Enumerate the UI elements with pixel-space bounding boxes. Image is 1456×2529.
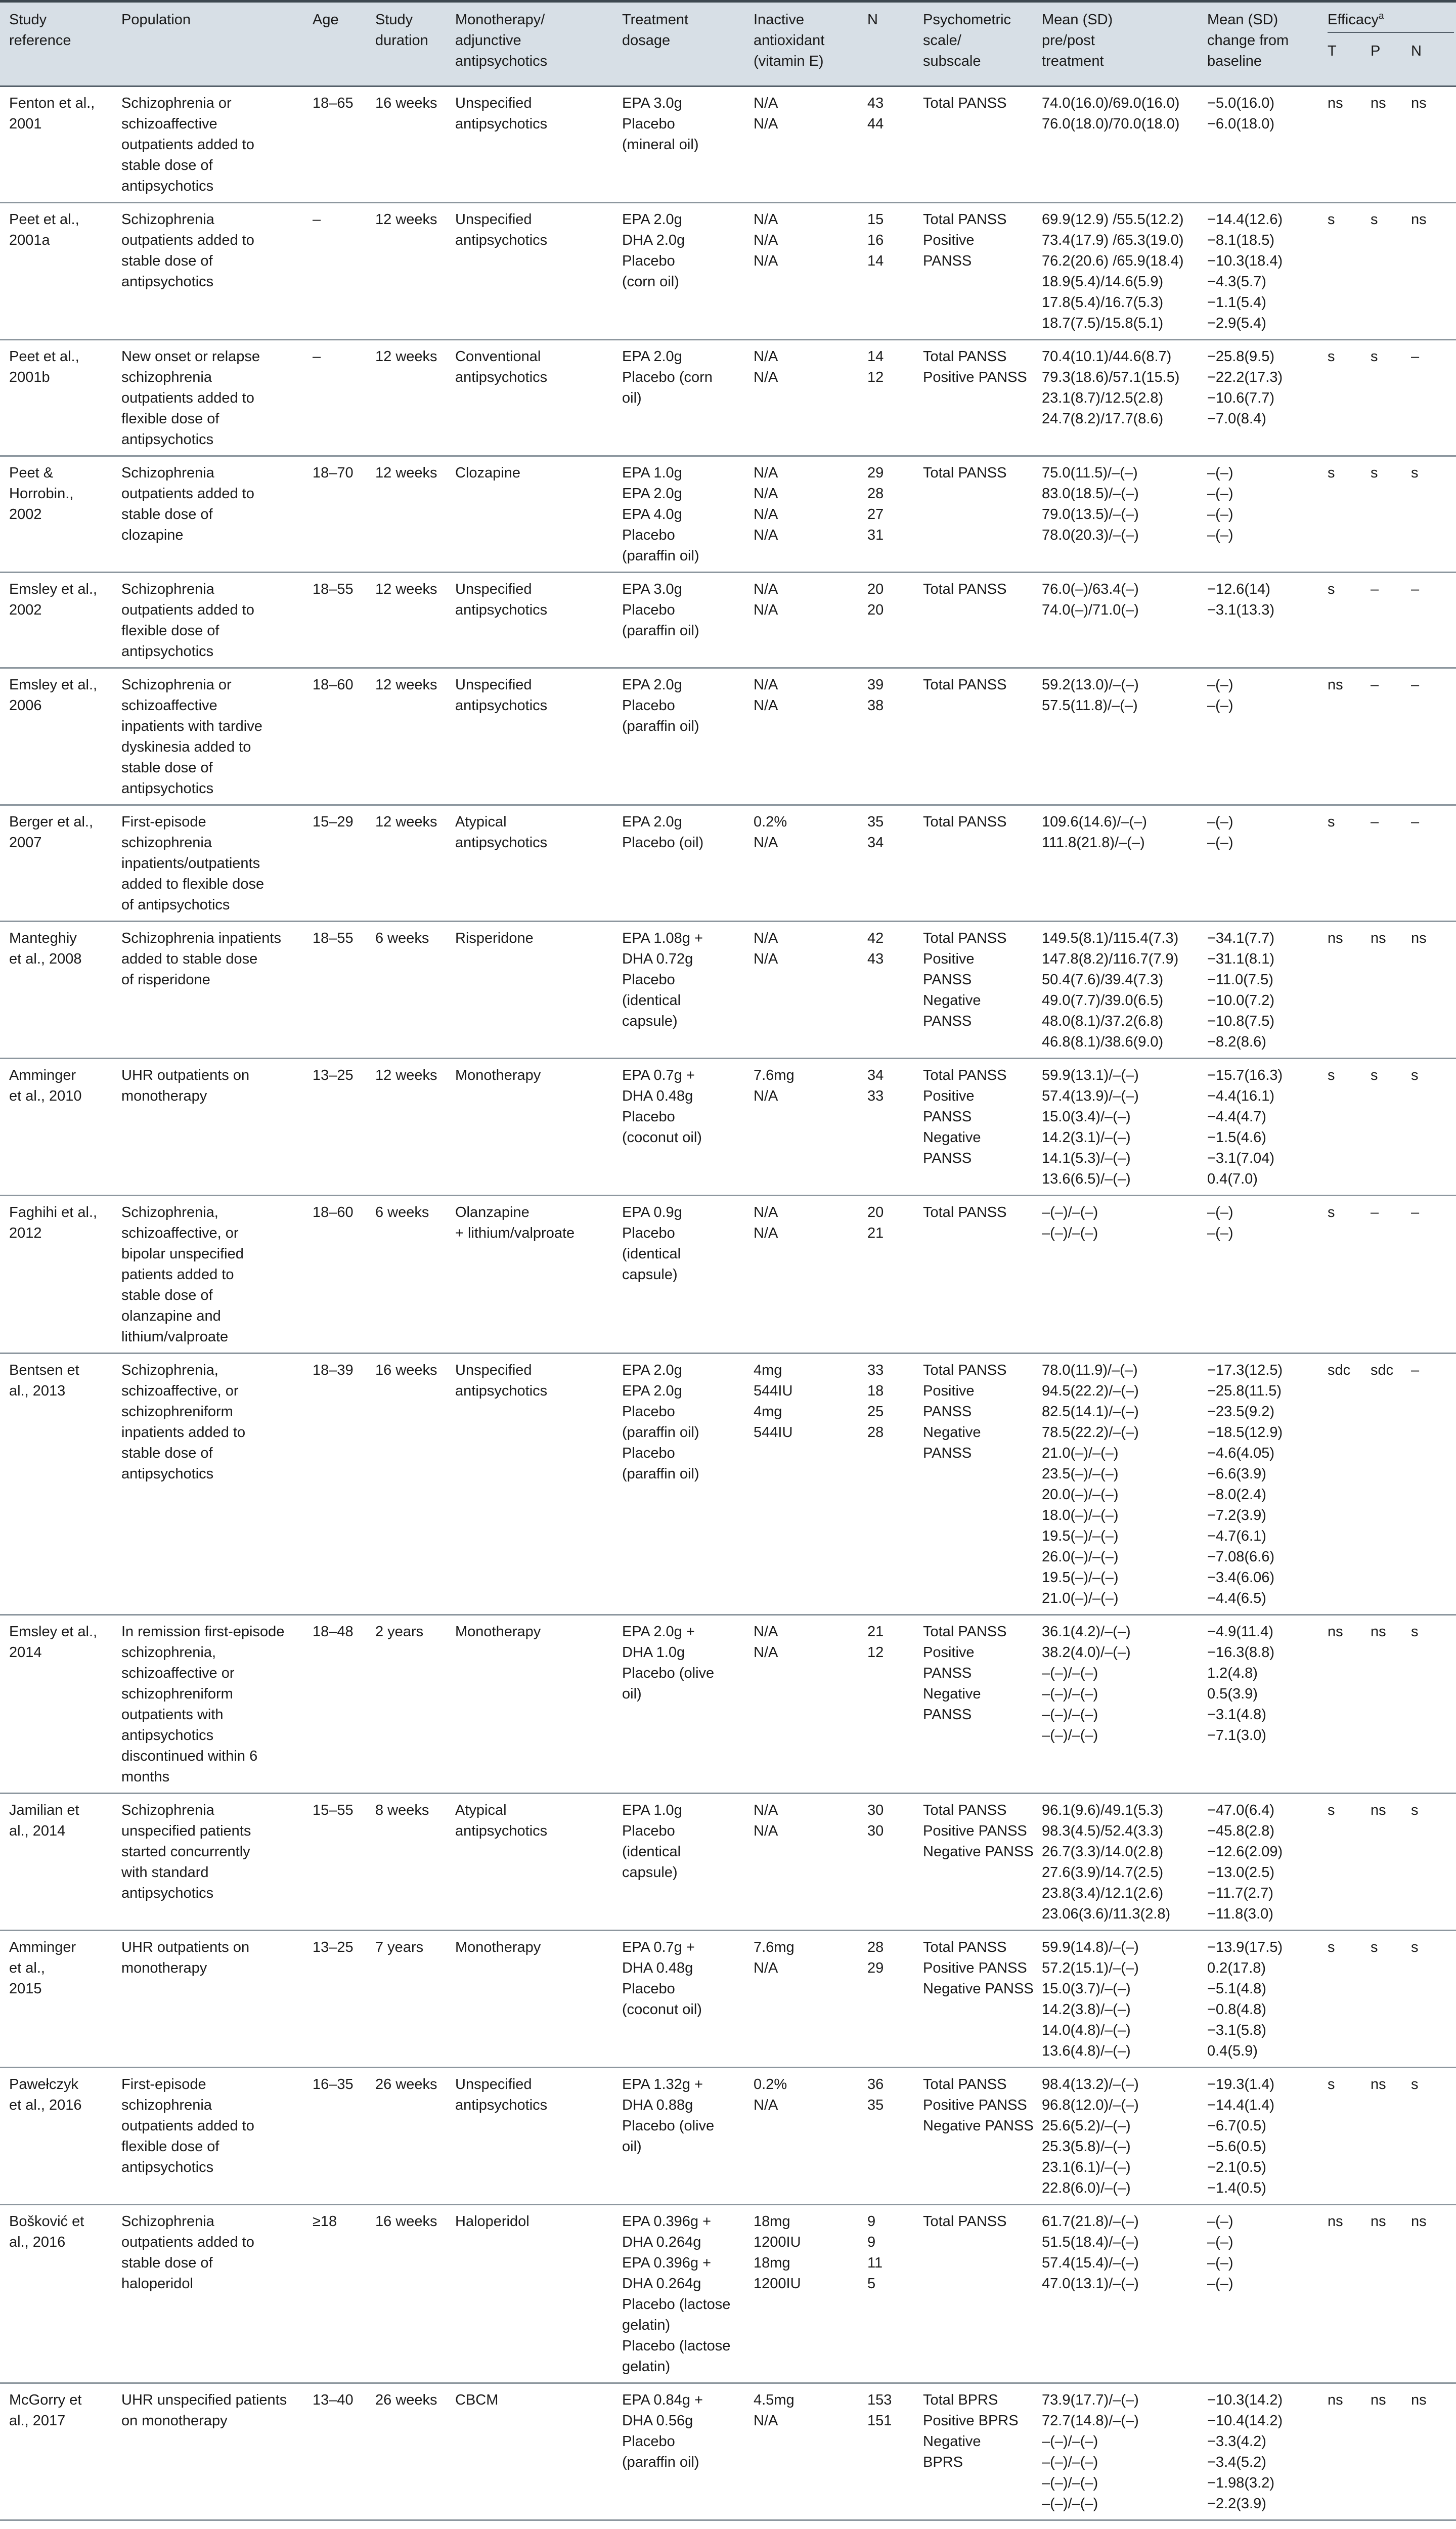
cell-p: – [1371,1204,1379,1220]
table-row [0,457,1456,573]
cell-mono: Olanzapine + lithium/valproate [455,1204,575,1241]
cell-population: Schizophrenia outpatients added to stable dose of clozapine [121,465,254,543]
cell-inactive: 18mg 1200IU 18mg 1200IU [754,2213,801,2292]
table-row [0,2521,1456,2529]
cell-p: – [1371,677,1379,693]
cell-age: 18–39 [313,1362,354,1378]
cell-mono: Monotherapy [455,1624,541,1640]
cell-p: ns [1371,1624,1386,1640]
cell-study: Pawełczyk et al., 2016 [9,2076,82,2113]
cell-t: s [1328,814,1335,830]
table-row [0,1354,1456,1616]
cell-inactive: N/A N/A [754,348,778,385]
cell-dosage: EPA 0.84g + DHA 0.56g Placebo (paraffin oil) [622,2392,703,2470]
cell-dosage: EPA 0.9g Placebo (identical capsule) [622,1204,682,1283]
cell-study: Jamilian et al., 2014 [9,1802,79,1839]
cell-scale: Total PANSS [923,677,1007,693]
cell-n: 9 9 11 5 [867,2213,883,2292]
cell-inactive: N/A N/A [754,1204,778,1241]
cell-study: Bentsen et al., 2013 [9,1362,79,1399]
cell-mono: Unspecified antipsychotics [455,211,548,248]
cell-inactive: 7.6mg N/A [754,1939,795,1976]
cell-age: 18–70 [313,465,354,481]
cell-dosage: EPA 1.0g Placebo (identical capsule) [622,1802,682,1881]
cell-study: Berger et al., 2007 [9,814,94,851]
cell-n: 43 44 [867,95,884,132]
cell-age [313,2527,354,2529]
cell-age: 15–29 [313,814,354,830]
cell-duration: 8 weeks [375,1802,429,1818]
cell-population: Schizophrenia or schizoaffective outpatients added to stable dose of antipsychotics [121,95,254,194]
cell-en: – [1411,1362,1420,1378]
header-efficacy-footnote: a [1379,11,1384,22]
cell-scale: Total PANSS Positive PANSS Negative PANSS [923,1067,1007,1166]
cell-age: 18–65 [313,95,354,111]
table-row [0,1616,1456,1794]
header-scale: Psychometric scale/ subscale [923,12,1011,69]
cell-meanchange [1207,2527,1233,2529]
header-efficacy-n: N [1411,43,1422,59]
cell-scale: Total PANSS [923,814,1007,830]
cell-dosage: EPA 2.0g Placebo (paraffin oil) [622,677,699,734]
cell-n: 21 12 [867,1624,884,1661]
cell-mono: Haloperidol [455,2213,530,2230]
cell-population [121,2527,281,2529]
cell-scale: Total BPRS Positive BPRS Negative BPRS [923,2392,1019,2470]
cell-study: Faghihi et al., 2012 [9,1204,98,1241]
cell-population: UHR unspecified patients on monotherapy [121,2392,287,2429]
table-row [0,2068,1456,2205]
cell-inactive: 7.6mg N/A [754,1067,795,1104]
cell-meanchange: −13.9(17.5) 0.2(17.8) −5.1(4.8) −0.8(4.8) −3.1(5.8) 0.4(5.9) [1207,1939,1283,2059]
cell-meanchange: –(–) –(–) [1207,814,1233,851]
cell-meanpp: 149.5(8.1)/115.4(7.3) 147.8(8.2)/116.7(7.9) 50.4(7.6)/39.4(7.3) 49.0(7.7)/39.0(6.5) 48.0(8.1)/37.2(6.8) 46.8(8.1)/38.6(9.0) [1042,930,1179,1050]
cell-population: Schizophrenia, schizoaffective, or bipolar unspecified patients added to stable dose of olanzapine and lithium/valproate [121,1204,244,1345]
cell-n: 20 21 [867,1204,884,1241]
cell-duration: 12 weeks [375,465,437,481]
cell-population: Schizophrenia or schizoaffective inpatients with tardive dyskinesia added to stable dose of antipsychotics [121,677,262,797]
cell-t: ns [1328,930,1343,946]
cell-mono: Unspecified antipsychotics [455,95,548,132]
cell-mono: Unspecified antipsychotics [455,581,548,618]
header-mean-change: Mean (SD) change from baseline [1207,12,1289,69]
cell-meanpp: 74.0(16.0)/69.0(16.0) 76.0(18.0)/70.0(18.0) [1042,95,1180,132]
table-row [0,573,1456,669]
cell-age: ≥18 [313,2213,337,2230]
cell-study: Manteghiy et al., 2008 [9,930,82,967]
cell-meanchange: −10.3(14.2) −10.4(14.2) −3.3(4.2) −3.4(5.2) −1.98(3.2) −2.2(3.9) [1207,2392,1283,2512]
cell-n: 20 20 [867,581,884,618]
cell-duration: 12 weeks [375,348,437,365]
cell-inactive: N/A N/A [754,1802,778,1839]
cell-p [1371,2527,1379,2529]
cell-en: s [1411,1624,1419,1640]
cell-t: s [1328,348,1335,365]
cell-age: 13–25 [313,1067,354,1083]
cell-inactive [754,2527,778,2529]
table-row [0,87,1456,203]
cell-inactive: 0.2% N/A [754,2076,787,2113]
cell-mono: Monotherapy [455,1067,541,1083]
cell-population: Schizophrenia, schizoaffective, or schizophreniform inpatients added to stable dose of antipsychotics [121,1362,246,1482]
cell-en: s [1411,1939,1419,1955]
cell-age: – [313,348,321,365]
cell-en: ns [1411,211,1427,228]
table-row [0,1931,1456,2068]
cell-dosage: EPA 1.32g + DHA 0.88g Placebo (olive oil) [622,2076,715,2155]
cell-dosage [622,2527,703,2529]
cell-en: – [1411,1204,1420,1220]
cell-meanpp: –(–)/–(–) –(–)/–(–) [1042,1204,1098,1241]
cell-n: 14 12 [867,348,884,385]
cell-n [867,2527,884,2529]
cell-age: – [313,211,321,228]
table-body [0,87,1456,2529]
cell-mono: Monotherapy [455,1939,541,1955]
table-row [0,340,1456,457]
header-population: Population [121,12,191,28]
cell-duration: 16 weeks [375,1362,437,1378]
cell-t: s [1328,1802,1335,1818]
cell-inactive: N/A N/A N/A N/A [754,465,778,543]
cell-inactive: 0.2% N/A [754,814,787,851]
cell-p: s [1371,211,1378,228]
cell-study: Peet et al., 2001b [9,348,79,385]
cell-p: ns [1371,930,1386,946]
cell-meanpp: 76.0(–)/63.4(–) 74.0(–)/71.0(–) [1042,581,1139,618]
cell-mono [455,2527,549,2529]
cell-inactive: 4mg 544IU 4mg 544IU [754,1362,793,1441]
cell-dosage: EPA 2.0g DHA 2.0g Placebo (corn oil) [622,211,685,290]
cell-p: ns [1371,2076,1386,2092]
cell-duration: 16 weeks [375,95,437,111]
cell-n: 35 34 [867,814,884,851]
cell-population: UHR outpatients on monotherapy [121,1939,250,1976]
cell-n: 153 151 [867,2392,892,2429]
cell-dosage: EPA 2.0g Placebo (corn oil) [622,348,713,406]
cell-p: – [1371,581,1379,597]
cell-t: s [1328,581,1335,597]
cell-age: 18–60 [313,677,354,693]
cell-duration: 12 weeks [375,211,437,228]
header-efficacy-t: T [1328,43,1337,59]
cell-age: 18–60 [313,1204,354,1220]
cell-p: s [1371,348,1378,365]
efficacy-divider [1328,32,1454,33]
cell-meanpp: 98.4(13.2)/–(–) 96.8(12.0)/–(–) 25.6(5.2)/–(–) 25.3(5.8)/–(–) 23.1(6.1)/–(–) 22.8(6.0)/–(–) [1042,2076,1139,2196]
cell-t: s [1328,1067,1335,1083]
cell-n: 39 38 [867,677,884,714]
cell-study: Amminger et al., 2015 [9,1939,76,1997]
cell-meanpp: 59.9(14.8)/–(–) 57.2(15.1)/–(–) 15.0(3.7)/–(–) 14.2(3.8)/–(–) 14.0(4.8)/–(–) 13.6(4.8)/–(–) [1042,1939,1139,2059]
cell-en: s [1411,1802,1419,1818]
cell-inactive: N/A N/A [754,95,778,132]
cell-meanchange: −15.7(16.3) −4.4(16.1) −4.4(4.7) −1.5(4.6) −3.1(7.04) 0.4(7.0) [1207,1067,1283,1187]
cell-duration [375,2527,429,2529]
cell-scale: Total PANSS [923,2213,1007,2230]
cell-age: 16–35 [313,2076,354,2092]
cell-en: – [1411,814,1420,830]
cell-duration: 6 weeks [375,1204,429,1220]
cell-duration: 26 weeks [375,2392,437,2408]
cell-en: ns [1411,2392,1427,2408]
header-efficacy-label: Efficacy [1328,12,1379,28]
cell-duration: 12 weeks [375,814,437,830]
cell-n: 34 33 [867,1067,884,1104]
cell-meanchange: –(–) –(–) –(–) –(–) [1207,2213,1233,2292]
table-row [0,669,1456,806]
header-age: Age [313,12,339,28]
cell-meanpp: 75.0(11.5)/–(–) 83.0(18.5)/–(–) 79.0(13.5)/–(–) 78.0(20.3)/–(–) [1042,465,1139,543]
cell-meanpp: 78.0(11.9)/–(–) 94.5(22.2)/–(–) 82.5(14.1)/–(–) 78.5(22.2)/–(–) 21.0(–)/–(–) 23.5(–)/–(–) 20.0(–)/–(–) 18.0(–)/–(–) 19.5(–)/–(–) 26.0(–)/–(–) 19.5(–)/–(–) 21.0(–)/–(–) [1042,1362,1139,1606]
cell-n: 30 30 [867,1802,884,1839]
cell-en: – [1411,348,1420,365]
cell-meanchange: –(–) –(–) [1207,677,1233,714]
cell-age: 18–55 [313,581,354,597]
cell-meanchange: −25.8(9.5) −22.2(17.3) −10.6(7.7) −7.0(8.4) [1207,348,1283,427]
cell-scale: Total PANSS [923,95,1007,111]
cell-duration: 2 years [375,1624,424,1640]
cell-scale: Total PANSS Positive PANSS Negative PANSS [923,930,1007,1029]
cell-dosage: EPA 3.0g Placebo (paraffin oil) [622,581,699,639]
cell-duration: 12 weeks [375,1067,437,1083]
cell-mono: Unspecified antipsychotics [455,677,548,714]
cell-inactive: N/A N/A [754,581,778,618]
cell-study: Emsley et al., 2006 [9,677,98,714]
cell-dosage: EPA 3.0g Placebo (mineral oil) [622,95,699,153]
cell-age: 13–25 [313,1939,354,1955]
cell-t: ns [1328,95,1343,111]
cell-study: Peet & Horrobin., 2002 [9,465,74,522]
cell-en: s [1411,2076,1419,2092]
cell-meanpp: 59.2(13.0)/–(–) 57.5(11.8)/–(–) [1042,677,1139,714]
cell-p: ns [1371,2392,1386,2408]
cell-t: s [1328,1939,1335,1955]
header-efficacy [1328,10,1384,30]
cell-duration: 12 weeks [375,581,437,597]
cell-population: Schizophrenia inpatients added to stable dose of risperidone [121,930,281,988]
cell-meanpp: 59.9(13.1)/–(–) 57.4(13.9)/–(–) 15.0(3.4)/–(–) 14.2(3.1)/–(–) 14.1(5.3)/–(–) 13.6(6.5)/–(–) [1042,1067,1139,1187]
cell-p: sdc [1371,1362,1394,1378]
cell-en: – [1411,677,1420,693]
table-row [0,922,1456,1059]
cell-inactive: N/A N/A N/A [754,211,778,269]
cell-scale: Total PANSS Positive PANSS Negative PANSS [923,1362,1007,1461]
cell-population: In remission first-episode schizophrenia, schizoaffective or schizophreniform outpatients with antipsychotics discontinued within 6 months [121,1624,285,1785]
cell-scale: Total PANSS Positive PANSS [923,211,1007,269]
table-row [0,203,1456,340]
cell-population: Schizophrenia outpatients added to stable dose of antipsychotics [121,211,254,290]
cell-p: s [1371,1067,1378,1083]
header-inactive-antioxidant: Inactive antioxidant (vitamin E) [754,12,825,69]
cell-study: Fenton et al., 2001 [9,95,95,132]
cell-mono: Unspecified antipsychotics [455,1362,548,1399]
cell-meanpp: 109.6(14.6)/–(–) 111.8(21.8)/–(–) [1042,814,1147,851]
cell-study: Amminger et al., 2010 [9,1067,82,1104]
cell-meanpp: 70.4(10.1)/44.6(8.7) 79.3(18.6)/57.1(15.5) 23.1(8.7)/12.5(2.8) 24.7(8.2)/17.7(8.6) [1042,348,1180,427]
cell-p: ns [1371,95,1386,111]
cell-scale [923,2527,1006,2529]
cell-population: Schizophrenia outpatients added to stable dose of haloperidol [121,2213,254,2292]
cell-population: First-episode schizophrenia outpatients added to flexible dose of antipsychotics [121,2076,254,2175]
table-row [0,2205,1456,2384]
cell-t: ns [1328,2213,1343,2230]
header-n: N [867,12,878,28]
table-row [0,1196,1456,1354]
cell-dosage: EPA 1.08g + DHA 0.72g Placebo (identical capsule) [622,930,703,1029]
cell-en: s [1411,1067,1419,1083]
cell-population: New onset or relapse schizophrenia outpatients added to flexible dose of antipsychotics [121,348,260,448]
cell-mono: CBCM [455,2392,499,2408]
cell-duration: 7 years [375,1939,424,1955]
table-row [0,1059,1456,1196]
cell-n: 29 28 27 31 [867,465,884,543]
cell-dosage: EPA 2.0g Placebo (oil) [622,814,704,851]
cell-scale: Total PANSS Positive PANSS Negative PANSS [923,1802,1034,1860]
cell-t: s [1328,1204,1335,1220]
cell-mono: Risperidone [455,930,534,946]
cell-p: s [1371,465,1378,481]
cell-age: 13–40 [313,2392,354,2408]
cell-meanchange: −17.3(12.5) −25.8(11.5) −23.5(9.2) −18.5(12.9) −4.6(4.05) −6.6(3.9) −8.0(2.4) −7.2(3.9) −4.7(6.1) −7.08(6.6) −3.4(6.06) −4.4(6.5) [1207,1362,1283,1606]
cell-dosage: EPA 0.7g + DHA 0.48g Placebo (coconut oil) [622,1067,702,1146]
cell-mono: Unspecified antipsychotics [455,2076,548,2113]
cell-scale: Total PANSS [923,465,1007,481]
cell-inactive: 4.5mg N/A [754,2392,795,2429]
cell-meanpp: 96.1(9.6)/49.1(5.3) 98.3(4.5)/52.4(3.3) 26.7(3.3)/14.0(2.8) 27.6(3.9)/14.7(2.5) 23.8(3.4)/12.1(2.6) 23.06(3.6)/11.3(2.8) [1042,1802,1171,1922]
cell-dosage: EPA 0.396g + DHA 0.264g EPA 0.396g + DHA 0.264g Placebo (lactose gelatin) Placebo (lactose gelatin) [622,2213,731,2375]
cell-mono: Clozapine [455,465,520,481]
cell-en: – [1411,581,1420,597]
cell-en: ns [1411,930,1427,946]
cell-en: ns [1411,95,1427,111]
cell-scale: Total PANSS Positive PANSS [923,348,1027,385]
cell-scale: Total PANSS [923,581,1007,597]
cell-meanpp [1042,2527,1098,2529]
cell-meanpp: 69.9(12.9) /55.5(12.2) 73.4(17.9) /65.3(19.0) 76.2(20.6) /65.9(18.4) 18.9(5.4)/14.6(5.9) 17.8(5.4)/16.7(5.3) 18.7(7.5)/15.8(5.1) [1042,211,1184,331]
cell-dosage: EPA 1.0g EPA 2.0g EPA 4.0g Placebo (paraffin oil) [622,465,699,564]
cell-n: 36 35 [867,2076,884,2113]
cell-age: 15–55 [313,1802,354,1818]
cell-en: s [1411,465,1419,481]
cell-n: 33 18 25 28 [867,1362,884,1441]
table-header [0,0,1456,87]
cell-meanchange: –(–) –(–) –(–) –(–) [1207,465,1233,543]
header-dosage: Treatment dosage [622,12,689,49]
cell-t: ns [1328,2392,1343,2408]
cell-study: Peet et al., 2001a [9,211,79,248]
cell-t [1328,2527,1336,2529]
cell-t: sdc [1328,1362,1351,1378]
cell-study: Emsley et al., 2002 [9,581,98,618]
cell-dosage: EPA 2.0g + DHA 1.0g Placebo (olive oil) [622,1624,715,1702]
cell-p: ns [1371,2213,1386,2230]
cell-meanchange: −4.9(11.4) −16.3(8.8) 1.2(4.8) 0.5(3.9) −3.1(4.8) −7.1(3.0) [1207,1624,1275,1743]
cell-duration: 16 weeks [375,2213,437,2230]
cell-inactive: N/A N/A [754,677,778,714]
cell-meanchange: −34.1(7.7) −31.1(8.1) −11.0(7.5) −10.0(7.2) −10.8(7.5) −8.2(8.6) [1207,930,1275,1050]
cell-n: 28 29 [867,1939,884,1976]
cell-meanchange: −14.4(12.6) −8.1(18.5) −10.3(18.4) −4.3(5.7) −1.1(5.4) −2.9(5.4) [1207,211,1283,331]
cell-study: McGorry et al., 2017 [9,2392,82,2429]
header-mean-pre-post: Mean (SD) pre/post treatment [1042,12,1113,69]
cell-t: ns [1328,677,1343,693]
cell-population: UHR outpatients on monotherapy [121,1067,250,1104]
cell-population: Schizophrenia outpatients added to flexible dose of antipsychotics [121,581,254,660]
cell-en [1411,2527,1419,2529]
header-monotherapy: Monotherapy/ adjunctive antipsychotics [455,12,548,69]
cell-meanpp: 73.9(17.7)/–(–) 72.7(14.8)/–(–) –(–)/–(–) –(–)/–(–) –(–)/–(–) –(–)/–(–) [1042,2392,1139,2512]
cell-duration: 6 weeks [375,930,429,946]
cell-meanpp: 36.1(4.2)/–(–) 38.2(4.0)/–(–) –(–)/–(–) –(–)/–(–) –(–)/–(–) –(–)/–(–) [1042,1624,1131,1743]
cell-meanchange: –(–) –(–) [1207,1204,1233,1241]
cell-p: ns [1371,1802,1386,1818]
cell-age: 18–55 [313,930,354,946]
table-row [0,806,1456,922]
cell-meanchange: −47.0(6.4) −45.8(2.8) −12.6(2.09) −13.0(2.5) −11.7(2.7) −11.8(3.0) [1207,1802,1283,1922]
cell-t: s [1328,211,1335,228]
cell-inactive: N/A N/A [754,1624,778,1661]
cell-n: 15 16 14 [867,211,884,269]
cell-inactive: N/A N/A [754,930,778,967]
cell-meanchange: −19.3(1.4) −14.4(1.4) −6.7(0.5) −5.6(0.5) −2.1(0.5) −1.4(0.5) [1207,2076,1275,2196]
cell-scale: Total PANSS Positive PANSS Negative PANSS [923,1624,1007,1723]
cell-mono: Atypical antipsychotics [455,1802,548,1839]
cell-study [9,2527,79,2529]
cell-population: First-episode schizophrenia inpatients/outpatients added to flexible dose of antipsychotics [121,814,264,913]
cell-dosage: EPA 2.0g EPA 2.0g Placebo (paraffin oil) Placebo (paraffin oil) [622,1362,699,1482]
cell-mono: Atypical antipsychotics [455,814,548,851]
cell-p: – [1371,814,1379,830]
cell-meanchange: −12.6(14) −3.1(13.3) [1207,581,1275,618]
cell-duration: 12 weeks [375,677,437,693]
cell-n: 42 43 [867,930,884,967]
cell-scale: Total PANSS Positive PANSS Negative PANSS [923,1939,1034,1997]
cell-p: s [1371,1939,1378,1955]
cell-mono: Conventional antipsychotics [455,348,548,385]
table-row [0,2384,1456,2521]
cell-t: s [1328,465,1335,481]
cell-study: Bošković et al., 2016 [9,2213,84,2250]
cell-t: s [1328,2076,1335,2092]
cell-scale: Total PANSS [923,1204,1007,1220]
header-study: Study reference [9,12,71,49]
cell-scale: Total PANSS Positive PANSS Negative PANSS [923,2076,1034,2134]
cell-study: Emsley et al., 2014 [9,1624,98,1661]
cell-age: 18–48 [313,1624,354,1640]
cell-duration: 26 weeks [375,2076,437,2092]
cell-population: Schizophrenia unspecified patients started concurrently with standard antipsychotics [121,1802,251,1901]
cell-en: ns [1411,2213,1427,2230]
cell-dosage: EPA 0.7g + DHA 0.48g Placebo (coconut oil) [622,1939,702,2018]
table-row [0,1794,1456,1931]
cell-meanchange: −5.0(16.0) −6.0(18.0) [1207,95,1275,132]
cell-meanpp: 61.7(21.8)/–(–) 51.5(18.4)/–(–) 57.4(15.4)/–(–) 47.0(13.1)/–(–) [1042,2213,1139,2292]
cell-t: ns [1328,1624,1343,1640]
header-efficacy-p: P [1371,43,1381,59]
header-duration: Study duration [375,12,428,49]
